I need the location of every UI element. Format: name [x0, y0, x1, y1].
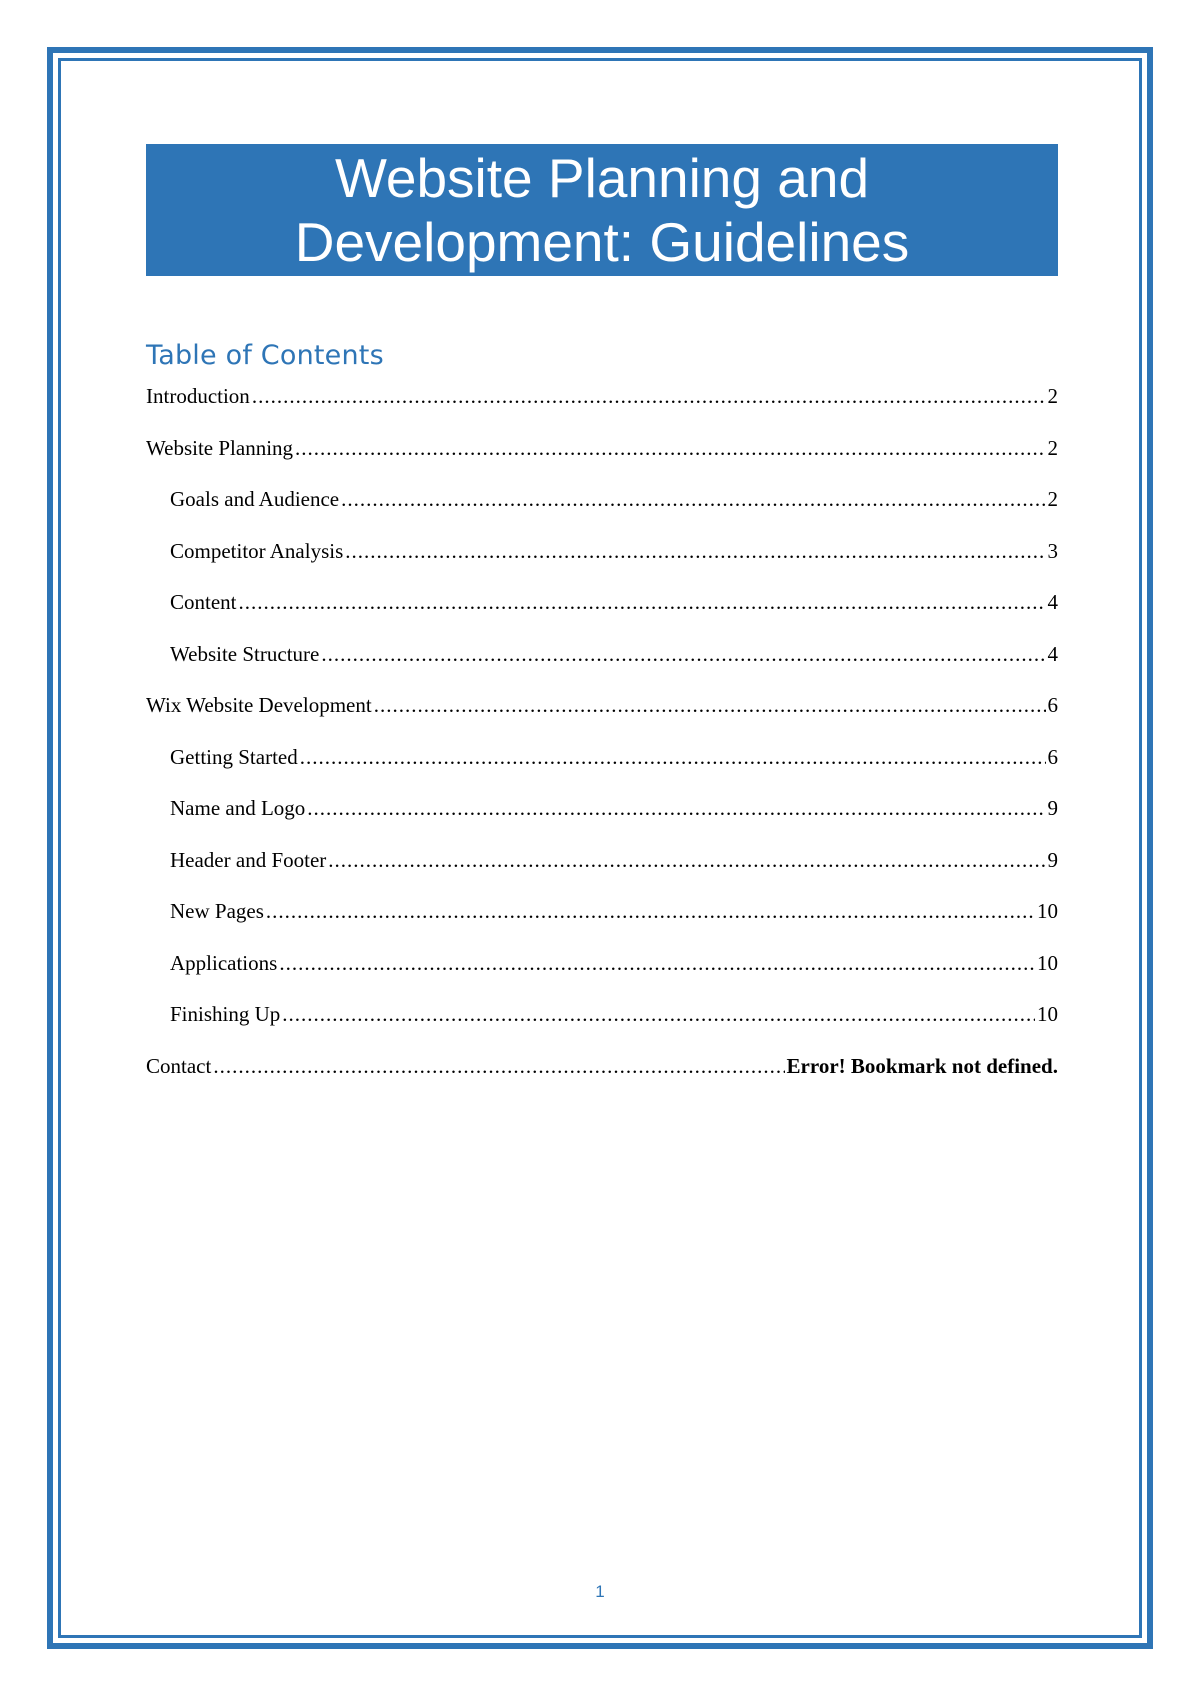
toc-entry-applications[interactable]: [146, 951, 1058, 1003]
toc-entry-goals-and-audience[interactable]: [146, 487, 1058, 539]
toc-dot-leader: [252, 384, 1046, 409]
toc-entry-new-pages[interactable]: [146, 899, 1058, 951]
title-line-2: Development: Guidelines: [294, 211, 910, 273]
toc-entry-label: Wix Website Development: [146, 693, 372, 717]
toc-entry-label: Website Planning: [146, 435, 294, 460]
toc-dot-leader: [321, 642, 1045, 667]
toc-entry-introduction[interactable]: [146, 384, 1058, 436]
toc-entry-content[interactable]: [146, 590, 1058, 642]
toc-dot-leader: [300, 745, 1046, 770]
table-of-contents: [146, 384, 1058, 1105]
toc-entry-label: Goals and Audience: [170, 487, 340, 511]
toc-entry-page: 4: [1047, 590, 1058, 614]
toc-dot-leader: [374, 693, 1046, 718]
toc-dot-leader: [239, 590, 1046, 615]
toc-entry-label: Competitor Analysis: [170, 538, 344, 563]
toc-dot-leader: [266, 899, 1035, 924]
toc-entry-page: 2: [1047, 435, 1058, 460]
toc-entry-getting-started[interactable]: [146, 745, 1058, 797]
toc-dot-leader: [341, 487, 1045, 512]
toc-entry-label: Content: [170, 590, 237, 614]
toc-entry-contact[interactable]: [146, 1054, 1058, 1106]
toc-entry-competitor-analysis[interactable]: [146, 539, 1058, 591]
toc-entry-label: New Pages: [170, 899, 264, 923]
document-title: [295, 146, 910, 274]
toc-entry-page: 2: [1047, 384, 1058, 408]
toc-dot-leader: [345, 539, 1045, 564]
toc-entry-label: Name and Logo: [170, 796, 306, 820]
toc-entry-label: Applications: [170, 950, 278, 975]
toc-entry-name-and-logo[interactable]: [146, 796, 1058, 848]
toc-entry-page: 6: [1047, 693, 1058, 717]
toc-dot-leader: [213, 1054, 784, 1079]
toc-entry-label: Website Structure: [170, 641, 320, 666]
toc-entry-wix-website-development[interactable]: [146, 693, 1058, 745]
toc-entry-label: Finishing Up: [170, 1002, 281, 1026]
toc-entry-page: 6: [1047, 744, 1058, 769]
toc-entry-error-message: Error! Bookmark not defined.: [786, 1053, 1058, 1078]
toc-entry-label: Getting Started: [170, 744, 298, 769]
toc-entry-finishing-up[interactable]: [146, 1002, 1058, 1054]
title-banner: [146, 144, 1058, 276]
toc-entry-header-and-footer[interactable]: [146, 848, 1058, 900]
toc-heading: Table of Contents: [146, 340, 384, 371]
toc-entry-page: 10: [1037, 1002, 1058, 1026]
page-number: 1: [595, 1582, 605, 1601]
toc-entry-label: Header and Footer: [170, 847, 327, 872]
toc-entry-label: Introduction: [146, 384, 250, 408]
toc-entry-page: 10: [1037, 899, 1058, 923]
toc-entry-page: 3: [1047, 538, 1058, 563]
toc-dot-leader: [295, 436, 1045, 461]
toc-entry-website-planning[interactable]: [146, 436, 1058, 488]
toc-dot-leader: [282, 1002, 1035, 1027]
toc-entry-page: 4: [1047, 641, 1058, 666]
toc-entry-website-structure[interactable]: [146, 642, 1058, 694]
toc-dot-leader: [328, 848, 1045, 873]
toc-entry-page: 9: [1047, 847, 1058, 872]
toc-entry-page: 9: [1047, 796, 1058, 820]
toc-entry-label: Contact: [146, 1053, 212, 1078]
toc-dot-leader: [279, 951, 1035, 976]
toc-entry-page: 2: [1047, 487, 1058, 511]
title-line-1: Website Planning and: [334, 147, 870, 209]
toc-entry-page: 10: [1037, 950, 1058, 975]
toc-dot-leader: [307, 796, 1045, 821]
